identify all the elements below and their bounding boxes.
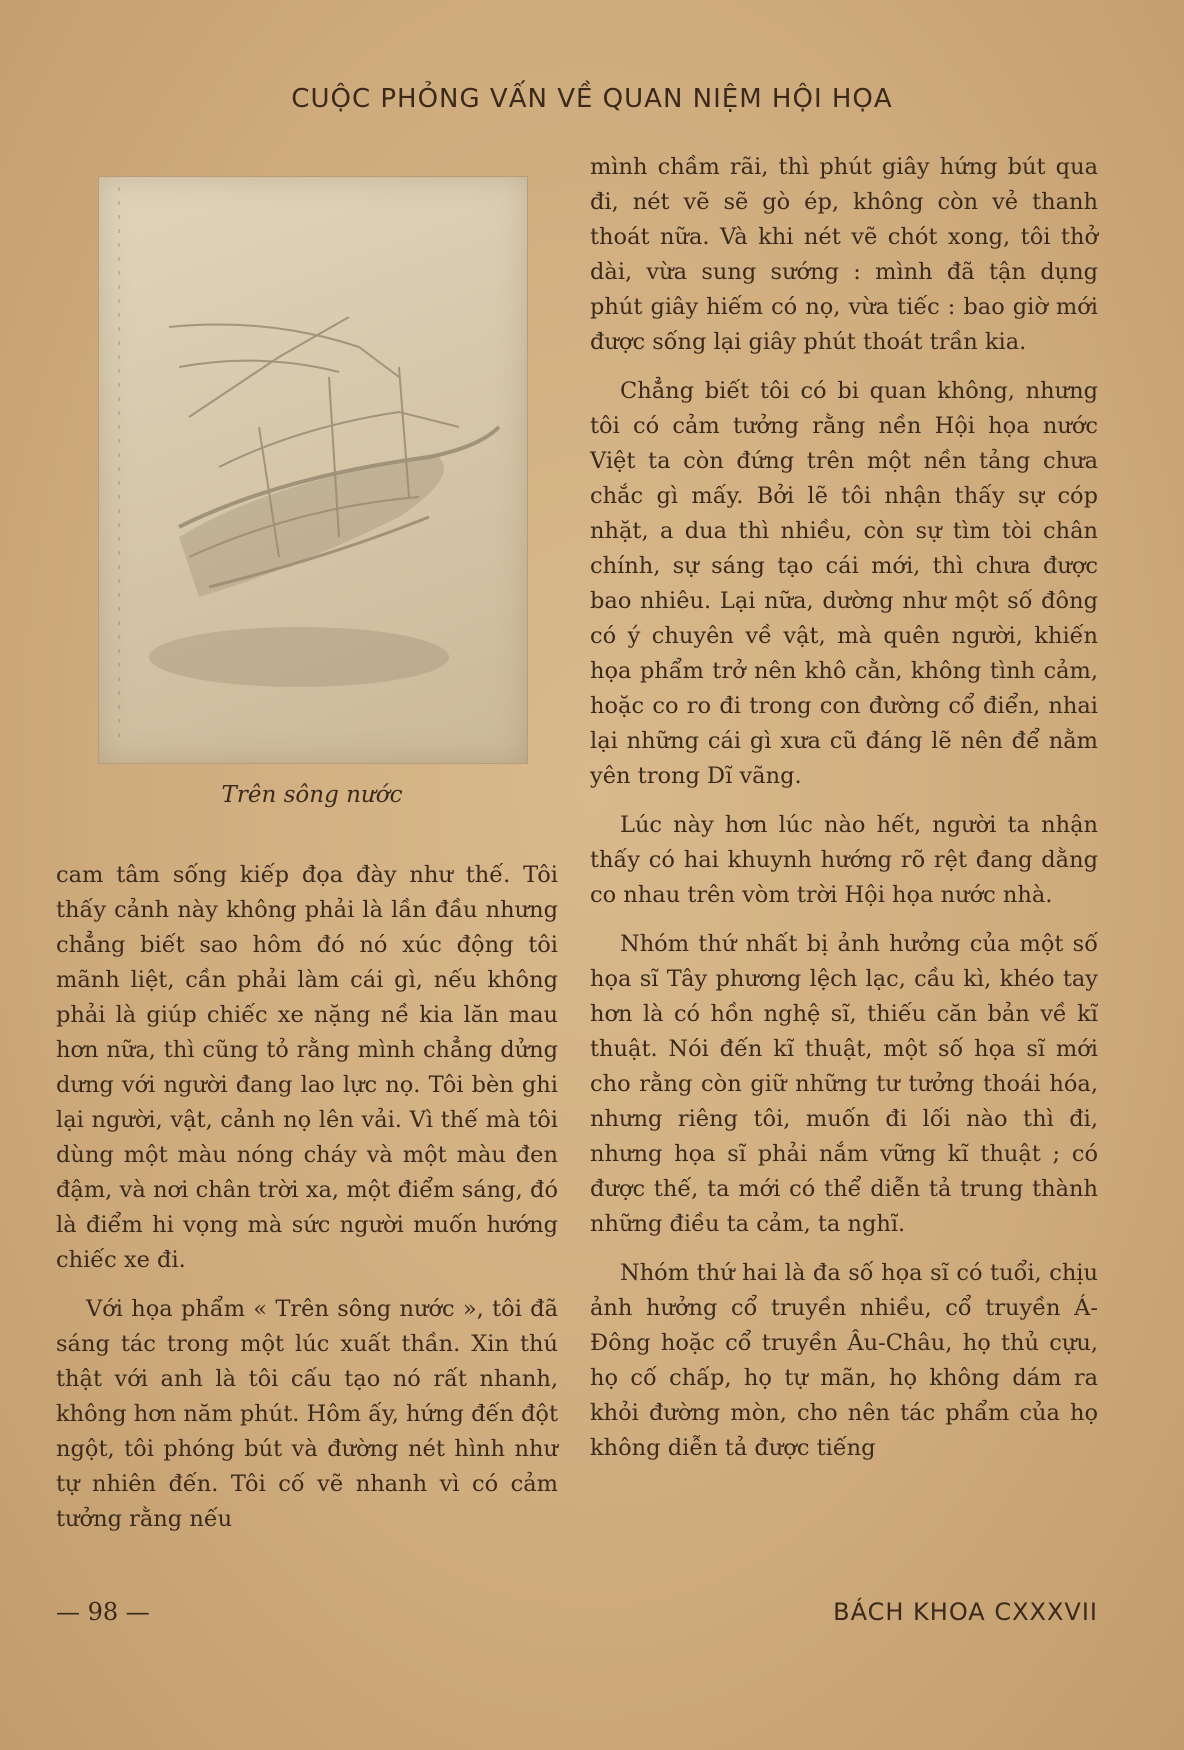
left-column bbox=[56, 858, 558, 1551]
page-number: — 98 — bbox=[56, 1598, 150, 1626]
page-header: CUỘC PHỎNG VẤN VỀ QUAN NIỆM HỘI HỌA bbox=[291, 84, 893, 114]
left-paragraph-1: cam tâm sống kiếp đọa đày như thế. Tôi thấy cảnh này không phải là lần đầu nhưng chẳng biết sao hôm đó nó xúc động tôi mãnh liệt, cần phải làm cái gì, nếu không phải là giúp chiếc xe nặng nề kia lăn mau hơn nữa, thì cũng tỏ rằng mình chẳng dửng dưng với người đang lao lực nọ. Tôi bèn ghi lại người, vật, cảnh nọ lên vải. Vì thế mà tôi dùng một màu nóng cháy và một màu đen đậm, và nơi chân trời xa, một điểm sáng, đó là điểm hi vọng mà sức người muốn hướng chiếc xe đi. bbox=[56, 862, 558, 1273]
right-paragraph-3: Lúc này hơn lúc nào hết, người ta nhận thấy có hai khuynh hướng rõ rệt đang dằng co nhau trên vòm trời Hội họa nước nhà. bbox=[590, 812, 1098, 908]
left-paragraph-2: Với họa phẩm « Trên sông nước », tôi đã sáng tác trong một lúc xuất thần. Xin thú thật với anh là tôi cấu tạo nó rất nhanh, không hơn năm phút. Hôm ấy, hứng đến đột ngột, tôi phóng bút và đường nét hình như tự nhiên đến. Tôi cố vẽ nhanh vì có cảm tưởng rằng nếu bbox=[56, 1296, 558, 1532]
illustration-painting bbox=[98, 176, 528, 764]
right-paragraph-2: Chẳng biết tôi có bi quan không, nhưng tôi có cảm tưởng rằng nền Hội họa nước Việt ta còn đứng trên một nền tảng chưa chắc gì mấy. Bởi lẽ tôi nhận thấy sự cóp nhặt, a dua thì nhiều, còn sự tìm tòi chân chính, sự sáng tạo cái mới, thì chưa được bao nhiêu. Lại nữa, dường như một số đông có ý chuyên về vật, mà quên người, khiến họa phẩm trở nên khô cằn, không tình cảm, hoặc co ro đi trong con đường cổ điển, nhai lại những cái gì xưa cũ đáng lẽ nên để nằm yên trong Dĩ vãng. bbox=[590, 378, 1098, 789]
figure-caption: Trên sông nước bbox=[221, 782, 403, 808]
right-paragraph-5: Nhóm thứ hai là đa số họa sĩ có tuổi, chịu ảnh hưởng cổ truyền nhiều, cổ truyền Á-Đông hoặc cổ truyền Âu-Châu, họ thủ cựu, họ cố chấp, họ tự mãn, họ không dám ra khỏi đường mòn, cho nên tác phẩm của họ không diễn tả được tiếng bbox=[590, 1260, 1098, 1461]
painting-sketch bbox=[99, 177, 527, 763]
right-paragraph-4: Nhóm thứ nhất bị ảnh hưởng của một số họa sĩ Tây phương lệch lạc, cầu kì, khéo tay hơn là có hồn nghệ sĩ, thiếu căn bản về kĩ thuật. Nói đến kĩ thuật, một số họa sĩ mới cho rằng còn giữ những tư tưởng thoái hóa, nhưng riêng tôi, muốn đi lối nào thì đi, nhưng họa sĩ phải nắm vững kĩ thuật ; có được thế, ta mới có thể diễn tả trung thành những điều ta cảm, ta nghĩ. bbox=[590, 931, 1098, 1237]
right-paragraph-1: mình chầm rãi, thì phút giây hứng bút qua đi, nét vẽ sẽ gò ép, không còn vẻ thanh thoát nữa. Và khi nét vẽ chót xong, tôi thở dài, vừa sung sướng : mình đã tận dụng phút giây hiếm có nọ, vừa tiếc : bao giờ mới được sống lại giây phút thoát trần kia. bbox=[590, 154, 1098, 355]
publication-name: BÁCH KHOA CXXXVII bbox=[833, 1598, 1098, 1626]
right-column bbox=[590, 150, 1098, 1480]
